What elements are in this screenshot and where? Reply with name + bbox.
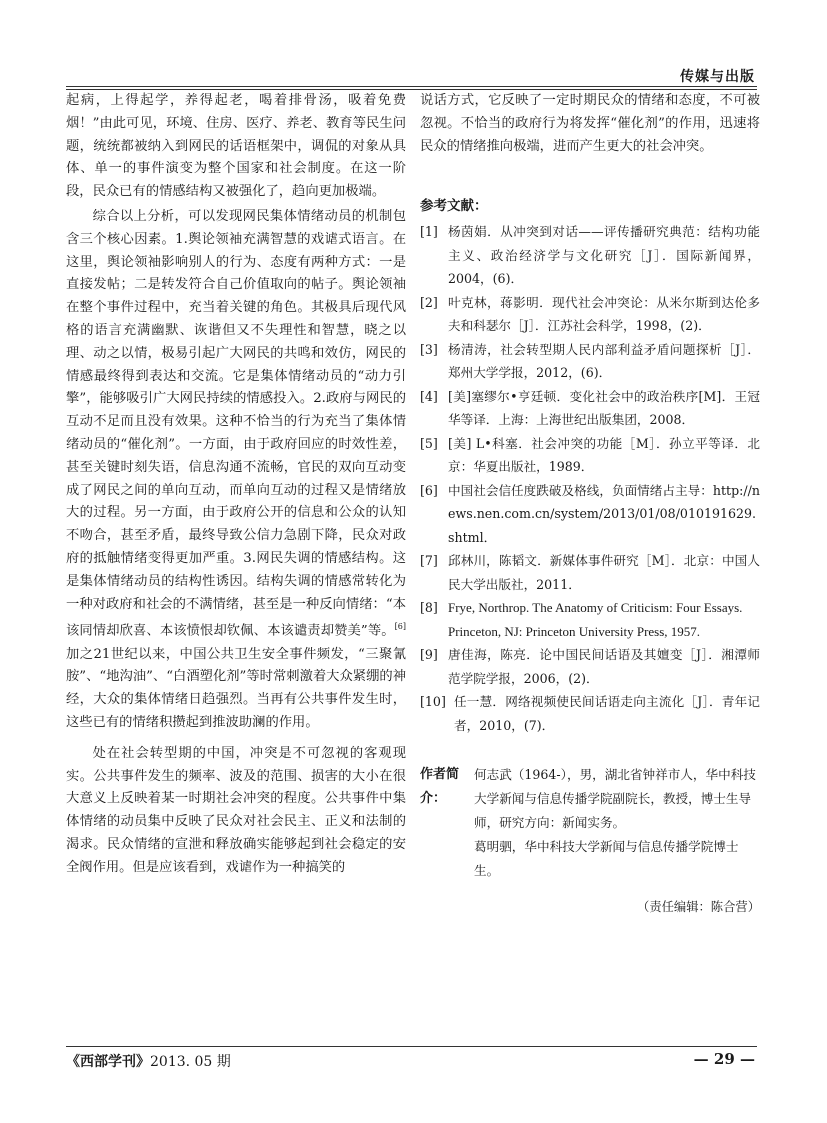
footer-rule — [66, 1046, 757, 1047]
reference-number: [10] — [420, 694, 446, 710]
reference-number: [5] — [420, 435, 438, 451]
reference-number: [3] — [420, 341, 438, 357]
reference-text: [美]塞缪尔•亨廷顿．变化社会中的政治秩序[M]．王冠华等译．上海：上海世纪出版集团，2008． — [448, 388, 760, 428]
reference-item — [420, 338, 760, 385]
reference-text: [美] L•科塞．社会冲突的功能［M］．孙立平等译．北京：华夏出版社，1989． — [448, 435, 760, 475]
paragraph: 说话方式，它反映了一定时期民众的情绪和态度，不可被忽视。不恰当的政府行为将发挥“催化剂”的作用，迅速将民众的情绪推向极端，进而产生更大的社会冲突。 — [420, 93, 760, 154]
issue-number: 2013. 05 期 — [150, 1054, 231, 1070]
paragraph: 处在社会转型期的中国，冲突是不可忽视的客观现实。公共事件发生的频率、波及的范围、损害的大小在很大意义上反映着某一时期社会冲突的程度。公共事件中集体情绪的动员集中反映了民众对社会民主、正义和法制的渴求。民众情绪的宣泄和释放确实能够起到社会稳定的安全阀作用。但是应该看到，戏谑作为一种搞笑的 — [66, 745, 406, 875]
paragraph-text: 综合以上分析，可以发现网民集体情绪动员的机制包含三个核心因素。1.舆论领袖充满智慧的戏谑式语言。在这里，舆论领袖影响别人的行为、态度有两种方式：一是直接发帖；二是转发符合自己价值取向的帖子。舆论领袖在整个事件过程中，充当着关键的角色。其极具后现代风格的语言充满幽默、诙谐但又不失理性和智慧，晓之以理、动之以情，极易引起广大网民的共鸣和效仿，网民的情感最终得到表达和交流。它是集体情绪动员的“动力引擎”，能够吸引广大网民持续的情感投入。2.政府与网民的互动不足而且没有效果。这种不恰当的行为充当了集体情绪动员的“催化剂”。一方面，由于政府回应的时效性差，甚至关键时刻失语，信息沟通不流畅，官民的双向互动变成了网民之间的单向互动，而单向互动的过程又是情绪放大的过程。另一方面，由于政府公开的信息和公众的认知不吻合，甚至矛盾，最终导致公信力急剧下降，民众对政府的抵触情绪变得更加严重。3.网民失调的情感结构。这是集体情绪动员的结构性诱因。结构失调的情感常转化为一种对政府和社会的不满情绪，甚至是一种反向情绪：“本该同情却欣喜、本该愤恨却钦佩、本该谴责却赞美”等。 — [66, 208, 406, 639]
reference-text: 唐佳海，陈亮．论中国民间话语及其嬗变［J］．湘潭师范学院学报，2006，(2)． — [448, 647, 760, 686]
reference-item — [420, 291, 760, 338]
left-column — [66, 90, 406, 880]
reference-item — [420, 220, 760, 291]
author-bio — [420, 763, 760, 883]
reference-number: [4] — [420, 388, 438, 404]
paragraph: 起病，上得起学，养得起老，喝着排骨汤，吸着免费烟！”由此可见，环境、住房、医疗、养老、教育等民生问题，统统都被纳入到网民的话语框架中，调侃的对象从具体、单一的事件演变为整个国家和社会制度。在这一阶段，民众已有的情感结构又被强化了，趋向更加极端。 — [66, 93, 406, 200]
section-title: 传媒与出版 — [680, 69, 755, 85]
reference-number: [2] — [420, 294, 438, 310]
paragraph — [66, 206, 406, 735]
reference-number: [9] — [420, 647, 438, 663]
reference-text: Frye, Northrop. The Anatomy of Criticism: Four Essays. Princeton, NJ: Princeton University Press, 1957. — [448, 600, 743, 639]
reference-number: [1] — [420, 224, 438, 240]
reference-text: 任一慧．网络视频使民间话语走向主流化［J］．青年记者，2010，(7)． — [454, 694, 760, 733]
reference-number: [8] — [420, 600, 438, 616]
reference-text: 叶克林，蒋影明．现代社会冲突论：从米尔斯到达伦多夫和科瑟尔［J］．江苏社会科学，1998，(2)． — [448, 294, 760, 334]
journal-name: 《西部学刊》 — [66, 1054, 150, 1070]
author-bio-body — [474, 763, 760, 883]
page-number: — 29 — — [693, 1050, 755, 1068]
references-list — [420, 220, 760, 737]
responsible-editor: （责任编辑：陈合营） — [637, 900, 760, 915]
reference-item — [420, 432, 760, 479]
reference-item — [420, 549, 760, 596]
right-column — [420, 90, 760, 915]
reference-item — [420, 596, 760, 643]
references-heading: 参考文献： — [420, 198, 488, 215]
reference-item — [420, 643, 760, 690]
reference-text: 杨清涛，社会转型期人民内部利益矛盾问题探析［J］．郑州大学学报，2012，(6)． — [448, 341, 760, 381]
footer-journal — [66, 1051, 231, 1071]
author-bio-text: 葛明驷，华中科技大学新闻与信息传播学院博士生。 — [474, 839, 739, 879]
reference-text: 杨茵娟．从冲突到对话——评传播研究典范：结构功能主义、政治经济学与文化研究［J］．国际新闻界，2004，(6)． — [448, 224, 760, 287]
reference-text: 邱林川，陈韬文．新媒体事件研究［M］．北京：中国人民大学出版社，2011． — [448, 553, 760, 592]
author-label: 作者简介： — [420, 767, 460, 807]
reference-number: [7] — [420, 553, 438, 569]
citation-mark: [6] — [394, 622, 406, 632]
author-bio-text: 何志武（1964-），男，湖北省钟祥市人，华中科技大学新闻与信息传播学院副院长，教授，博士生导师，研究方向：新闻实务。 — [474, 767, 756, 831]
reference-item — [420, 479, 760, 550]
paragraph-text: 加之21世纪以来，中国公共卫生安全事件频发，“三聚氰胺”、“地沟油”、“白酒塑化剂”等时常刺激着大众紧绷的神经，大众的集体情绪日趋强烈。当再有公共事件发生时，这些已有的情绪积攒起到推波助澜的作用。 — [66, 646, 406, 730]
reference-item — [420, 385, 760, 432]
reference-item — [420, 690, 760, 737]
reference-number: [6] — [420, 482, 438, 498]
reference-url-text: 中国社会信任度跌破及格线，负面情绪占主导：http://news.nen.com.cn/system/2013/01/08/010191629.shtml． — [448, 482, 760, 545]
header-rule — [66, 86, 757, 87]
